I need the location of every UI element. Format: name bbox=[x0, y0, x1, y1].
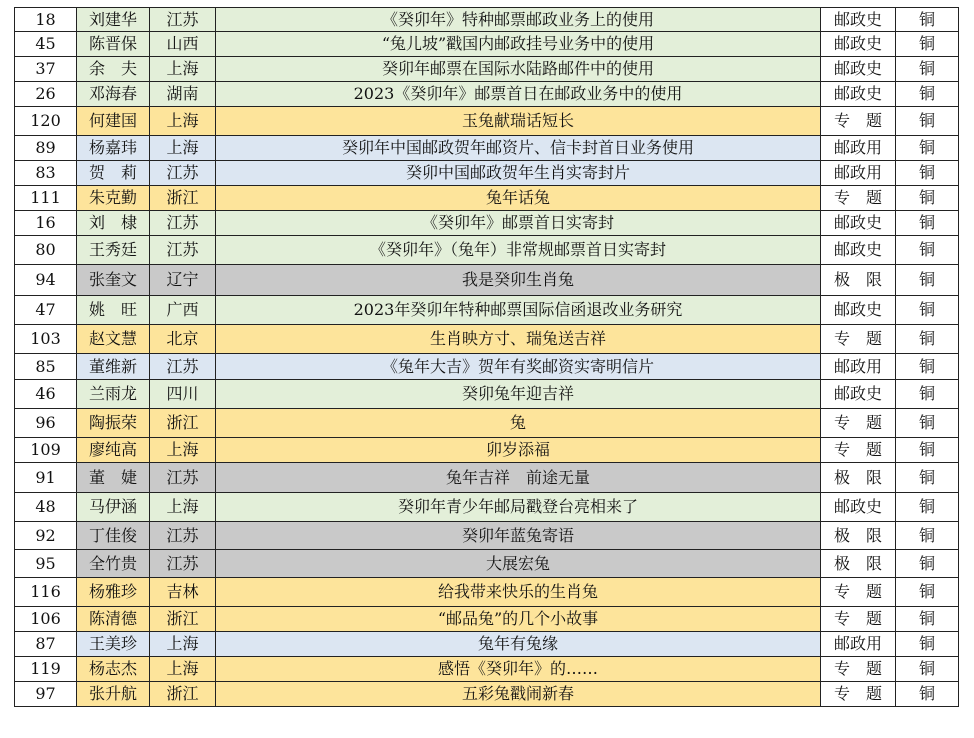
table-row bbox=[15, 325, 959, 354]
entry-number-cell: 95 bbox=[15, 550, 77, 578]
province-cell: 上海 bbox=[150, 657, 216, 682]
exhibitor-name-cell: 刘 棣 bbox=[77, 211, 150, 236]
exhibitor-name-cell: 丁佳俊 bbox=[77, 522, 150, 550]
category-cell: 专 题 bbox=[821, 438, 896, 463]
exhibitor-name-cell: 杨雅珍 bbox=[77, 578, 150, 607]
province-cell: 广西 bbox=[150, 296, 216, 325]
entry-number-cell: 109 bbox=[15, 438, 77, 463]
entry-number-cell: 106 bbox=[15, 607, 77, 632]
exhibit-title-cell: 癸卯年蓝兔寄语 bbox=[216, 522, 821, 550]
category-cell: 专 题 bbox=[821, 107, 896, 136]
table-row bbox=[15, 682, 959, 707]
table-row bbox=[15, 607, 959, 632]
exhibitor-name-cell: 姚 旺 bbox=[77, 296, 150, 325]
exhibitor-name-cell: 兰雨龙 bbox=[77, 380, 150, 409]
table-row bbox=[15, 522, 959, 550]
category-cell: 邮政用 bbox=[821, 136, 896, 161]
exhibitor-name-cell: 陈清德 bbox=[77, 607, 150, 632]
exhibitor-name-cell: 董 婕 bbox=[77, 463, 150, 493]
award-cell: 铜 bbox=[896, 8, 959, 32]
category-cell: 邮政史 bbox=[821, 380, 896, 409]
entry-number-cell: 45 bbox=[15, 32, 77, 57]
province-cell: 浙江 bbox=[150, 607, 216, 632]
province-cell: 浙江 bbox=[150, 409, 216, 438]
table-row bbox=[15, 107, 959, 136]
province-cell: 上海 bbox=[150, 107, 216, 136]
table-row bbox=[15, 550, 959, 578]
entry-number-cell: 92 bbox=[15, 522, 77, 550]
table-row bbox=[15, 409, 959, 438]
category-cell: 邮政史 bbox=[821, 236, 896, 265]
exhibit-title-cell: 兔年话兔 bbox=[216, 186, 821, 211]
province-cell: 北京 bbox=[150, 325, 216, 354]
award-cell: 铜 bbox=[896, 632, 959, 657]
exhibitor-name-cell: 赵文慧 bbox=[77, 325, 150, 354]
award-cell: 铜 bbox=[896, 211, 959, 236]
entry-number-cell: 80 bbox=[15, 236, 77, 265]
category-cell: 极 限 bbox=[821, 550, 896, 578]
category-cell: 专 题 bbox=[821, 186, 896, 211]
entry-number-cell: 91 bbox=[15, 463, 77, 493]
province-cell: 山西 bbox=[150, 32, 216, 57]
province-cell: 上海 bbox=[150, 632, 216, 657]
entry-number-cell: 103 bbox=[15, 325, 77, 354]
award-cell: 铜 bbox=[896, 550, 959, 578]
entry-number-cell: 48 bbox=[15, 493, 77, 522]
exhibit-title-cell: 癸卯年中国邮政贺年邮资片、信卡封首日业务使用 bbox=[216, 136, 821, 161]
category-cell: 邮政史 bbox=[821, 296, 896, 325]
award-list-body bbox=[15, 8, 959, 707]
exhibitor-name-cell: 王美珍 bbox=[77, 632, 150, 657]
exhibitor-name-cell: 张升航 bbox=[77, 682, 150, 707]
exhibit-title-cell: 感悟《癸卯年》的…… bbox=[216, 657, 821, 682]
entry-number-cell: 89 bbox=[15, 136, 77, 161]
award-cell: 铜 bbox=[896, 354, 959, 380]
entry-number-cell: 116 bbox=[15, 578, 77, 607]
table-row bbox=[15, 354, 959, 380]
exhibitor-name-cell: 马伊涵 bbox=[77, 493, 150, 522]
table-row bbox=[15, 657, 959, 682]
exhibitor-name-cell: 杨志杰 bbox=[77, 657, 150, 682]
exhibit-title-cell: 我是癸卯生肖兔 bbox=[216, 265, 821, 296]
table-row bbox=[15, 493, 959, 522]
award-cell: 铜 bbox=[896, 107, 959, 136]
province-cell: 江苏 bbox=[150, 211, 216, 236]
category-cell: 专 题 bbox=[821, 409, 896, 438]
exhibit-title-cell: 《癸卯年》邮票首日实寄封 bbox=[216, 211, 821, 236]
table-row bbox=[15, 136, 959, 161]
table-row bbox=[15, 265, 959, 296]
award-cell: 铜 bbox=[896, 296, 959, 325]
category-cell: 专 题 bbox=[821, 325, 896, 354]
award-cell: 铜 bbox=[896, 82, 959, 107]
category-cell: 邮政史 bbox=[821, 57, 896, 82]
province-cell: 四川 bbox=[150, 380, 216, 409]
table-row bbox=[15, 32, 959, 57]
category-cell: 邮政史 bbox=[821, 211, 896, 236]
exhibitor-name-cell: 张奎文 bbox=[77, 265, 150, 296]
province-cell: 上海 bbox=[150, 493, 216, 522]
province-cell: 吉林 bbox=[150, 578, 216, 607]
exhibit-title-cell: 癸卯中国邮政贺年生肖实寄封片 bbox=[216, 161, 821, 186]
exhibitor-name-cell: 王秀廷 bbox=[77, 236, 150, 265]
exhibit-title-cell: 大展宏兔 bbox=[216, 550, 821, 578]
category-cell: 邮政史 bbox=[821, 82, 896, 107]
table-row bbox=[15, 463, 959, 493]
entry-number-cell: 16 bbox=[15, 211, 77, 236]
exhibit-title-cell: 兔 bbox=[216, 409, 821, 438]
exhibit-title-cell: 癸卯年青少年邮局戳登台亮相来了 bbox=[216, 493, 821, 522]
province-cell: 江苏 bbox=[150, 236, 216, 265]
category-cell: 专 题 bbox=[821, 657, 896, 682]
province-cell: 辽宁 bbox=[150, 265, 216, 296]
exhibit-title-cell: 五彩兔戳闹新春 bbox=[216, 682, 821, 707]
entry-number-cell: 119 bbox=[15, 657, 77, 682]
table-row bbox=[15, 161, 959, 186]
entry-number-cell: 26 bbox=[15, 82, 77, 107]
category-cell: 邮政史 bbox=[821, 493, 896, 522]
category-cell: 专 题 bbox=[821, 578, 896, 607]
entry-number-cell: 97 bbox=[15, 682, 77, 707]
province-cell: 江苏 bbox=[150, 8, 216, 32]
exhibit-title-cell: “邮品兔”的几个小故事 bbox=[216, 607, 821, 632]
award-cell: 铜 bbox=[896, 657, 959, 682]
award-list-table bbox=[14, 7, 959, 707]
entry-number-cell: 85 bbox=[15, 354, 77, 380]
table-row bbox=[15, 8, 959, 32]
category-cell: 邮政用 bbox=[821, 354, 896, 380]
exhibitor-name-cell: 何建国 bbox=[77, 107, 150, 136]
province-cell: 浙江 bbox=[150, 186, 216, 211]
province-cell: 湖南 bbox=[150, 82, 216, 107]
award-cell: 铜 bbox=[896, 380, 959, 409]
exhibitor-name-cell: 余 夫 bbox=[77, 57, 150, 82]
exhibitor-name-cell: 陈晋保 bbox=[77, 32, 150, 57]
award-cell: 铜 bbox=[896, 607, 959, 632]
table-row bbox=[15, 296, 959, 325]
category-cell: 极 限 bbox=[821, 522, 896, 550]
exhibitor-name-cell: 董维新 bbox=[77, 354, 150, 380]
award-cell: 铜 bbox=[896, 265, 959, 296]
exhibitor-name-cell: 刘建华 bbox=[77, 8, 150, 32]
award-cell: 铜 bbox=[896, 161, 959, 186]
exhibitor-name-cell: 朱克勤 bbox=[77, 186, 150, 211]
category-cell: 邮政用 bbox=[821, 632, 896, 657]
table-row bbox=[15, 186, 959, 211]
exhibit-title-cell: 《癸卯年》特种邮票邮政业务上的使用 bbox=[216, 8, 821, 32]
exhibit-title-cell: 2023《癸卯年》邮票首日在邮政业务中的使用 bbox=[216, 82, 821, 107]
category-cell: 邮政史 bbox=[821, 8, 896, 32]
exhibit-title-cell: 生肖映方寸、瑞兔送吉祥 bbox=[216, 325, 821, 354]
exhibit-title-cell: 《癸卯年》（兔年）非常规邮票首日实寄封 bbox=[216, 236, 821, 265]
exhibit-title-cell: 癸卯年邮票在国际水陆路邮件中的使用 bbox=[216, 57, 821, 82]
province-cell: 上海 bbox=[150, 57, 216, 82]
province-cell: 江苏 bbox=[150, 550, 216, 578]
exhibitor-name-cell: 全竹贵 bbox=[77, 550, 150, 578]
province-cell: 江苏 bbox=[150, 463, 216, 493]
category-cell: 专 题 bbox=[821, 607, 896, 632]
category-cell: 专 题 bbox=[821, 682, 896, 707]
award-cell: 铜 bbox=[896, 493, 959, 522]
award-cell: 铜 bbox=[896, 325, 959, 354]
table-row bbox=[15, 236, 959, 265]
exhibit-title-cell: “兔儿坡”戳国内邮政挂号业务中的使用 bbox=[216, 32, 821, 57]
table-row bbox=[15, 57, 959, 82]
exhibitor-name-cell: 贺 莉 bbox=[77, 161, 150, 186]
entry-number-cell: 46 bbox=[15, 380, 77, 409]
province-cell: 上海 bbox=[150, 136, 216, 161]
exhibit-title-cell: 《兔年大吉》贺年有奖邮资实寄明信片 bbox=[216, 354, 821, 380]
award-cell: 铜 bbox=[896, 409, 959, 438]
province-cell: 江苏 bbox=[150, 522, 216, 550]
award-cell: 铜 bbox=[896, 136, 959, 161]
table-row bbox=[15, 82, 959, 107]
award-cell: 铜 bbox=[896, 682, 959, 707]
entry-number-cell: 87 bbox=[15, 632, 77, 657]
exhibitor-name-cell: 邓海春 bbox=[77, 82, 150, 107]
exhibitor-name-cell: 陶振荣 bbox=[77, 409, 150, 438]
entry-number-cell: 47 bbox=[15, 296, 77, 325]
province-cell: 浙江 bbox=[150, 682, 216, 707]
award-cell: 铜 bbox=[896, 186, 959, 211]
entry-number-cell: 111 bbox=[15, 186, 77, 211]
exhibit-title-cell: 兔年吉祥 前途无量 bbox=[216, 463, 821, 493]
award-cell: 铜 bbox=[896, 438, 959, 463]
category-cell: 邮政史 bbox=[821, 32, 896, 57]
award-cell: 铜 bbox=[896, 57, 959, 82]
exhibitor-name-cell: 廖纯高 bbox=[77, 438, 150, 463]
award-cell: 铜 bbox=[896, 236, 959, 265]
entry-number-cell: 120 bbox=[15, 107, 77, 136]
award-cell: 铜 bbox=[896, 32, 959, 57]
exhibit-title-cell: 玉兔献瑞话短长 bbox=[216, 107, 821, 136]
award-cell: 铜 bbox=[896, 463, 959, 493]
entry-number-cell: 94 bbox=[15, 265, 77, 296]
province-cell: 江苏 bbox=[150, 161, 216, 186]
award-cell: 铜 bbox=[896, 578, 959, 607]
province-cell: 上海 bbox=[150, 438, 216, 463]
award-cell: 铜 bbox=[896, 522, 959, 550]
table-row bbox=[15, 380, 959, 409]
exhibit-title-cell: 癸卯兔年迎吉祥 bbox=[216, 380, 821, 409]
entry-number-cell: 37 bbox=[15, 57, 77, 82]
exhibit-title-cell: 给我带来快乐的生肖兔 bbox=[216, 578, 821, 607]
table-row bbox=[15, 578, 959, 607]
category-cell: 极 限 bbox=[821, 265, 896, 296]
table-row bbox=[15, 438, 959, 463]
exhibitor-name-cell: 杨嘉玮 bbox=[77, 136, 150, 161]
category-cell: 邮政用 bbox=[821, 161, 896, 186]
entry-number-cell: 18 bbox=[15, 8, 77, 32]
exhibit-title-cell: 2023年癸卯年特种邮票国际信函退改业务研究 bbox=[216, 296, 821, 325]
entry-number-cell: 83 bbox=[15, 161, 77, 186]
category-cell: 极 限 bbox=[821, 463, 896, 493]
table-row bbox=[15, 211, 959, 236]
exhibit-title-cell: 卯岁添福 bbox=[216, 438, 821, 463]
exhibit-title-cell: 兔年有兔缘 bbox=[216, 632, 821, 657]
province-cell: 江苏 bbox=[150, 354, 216, 380]
table-row bbox=[15, 632, 959, 657]
entry-number-cell: 96 bbox=[15, 409, 77, 438]
